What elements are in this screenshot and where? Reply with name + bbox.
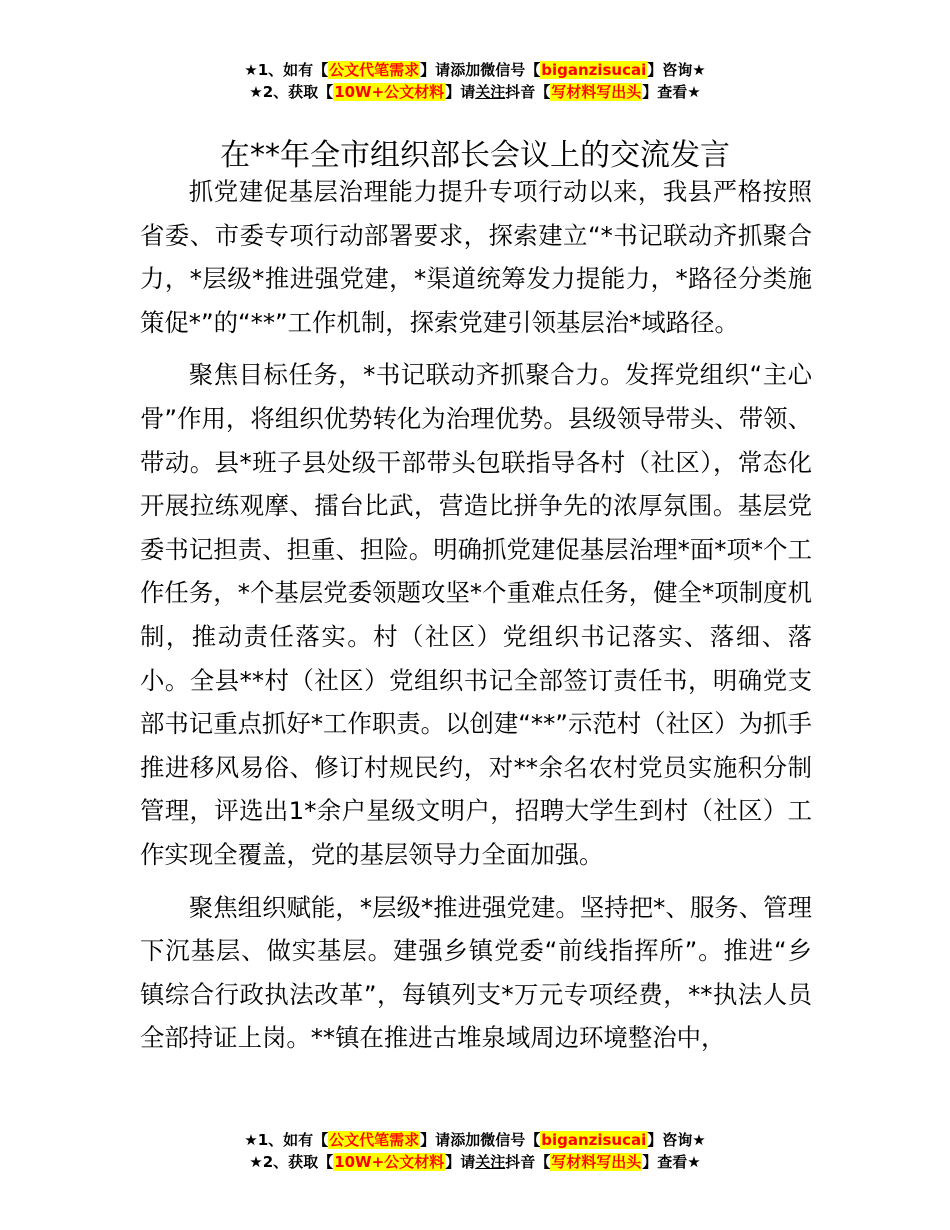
body-paragraph: 聚焦目标任务，*书记联动齐抓聚合力。发挥党组织“主心骨”作用，将组织优势转化为治理优势。县级领导带头、带领、带动。县*班子县处级干部带头包联指导各村（社区），常态化开展拉练观摩、擂台比武，营造比拼争先的浓厚氛围。基层党委书记担责、担重、担险。明确抓党建促基层治理*面*项*个工作任务，*个基层党委领题攻坚*个重难点任务，健全*项制度机制，推动责任落实。村（社区）党组织书记落实、落细、落小。全县**村（社区）党组织书记全部签订责任书，明确党支部书记重点抓好*工作职责。以创建“**”示范村（社区）为抓手推进移风易俗、修订村规民约，对**余名农村党员实施积分制管理，评选出1*余户星级文明户，招聘大学生到村（社区）工作实现全覆盖，党的基层领导力全面加强。 — [140, 360, 812, 869]
promo-text: ★2、获取【 — [249, 1153, 334, 1171]
promo-line-1 — [0, 59, 950, 81]
promo-banner-top — [0, 59, 950, 103]
promo-text: 】查看★ — [642, 1153, 701, 1171]
promo-highlight: biganzisucai — [541, 61, 647, 79]
promo-emphasis: 关注 — [475, 83, 506, 101]
promo-emphasis: 添加 — [450, 1131, 481, 1149]
promo-text: ★1、如有【 — [244, 1131, 329, 1149]
promo-emphasis: 添加 — [450, 61, 481, 79]
promo-text: 抖音【 — [505, 1153, 551, 1171]
promo-highlight: 10W+公文材料 — [334, 83, 445, 101]
promo-text: 】请 — [420, 61, 451, 79]
promo-text: 微信号【 — [480, 1131, 541, 1149]
promo-text: 】咨询★ — [647, 61, 706, 79]
promo-text: ★2、获取【 — [249, 83, 334, 101]
promo-text: 】请 — [420, 1131, 451, 1149]
document-title: 在**年全市组织部长会议上的交流发言 — [220, 138, 730, 174]
promo-highlight: 10W+公文材料 — [334, 1153, 445, 1171]
body-paragraph: 抓党建促基层治理能力提升专项行动以来，我县严格按照省委、市委专项行动部署要求，探索建立“*书记联动齐抓聚合力，*层级*推进强党建，*渠道统筹发力提能力，*路径分类施策促*”的“**”工作机制，探索党建引领基层治*域路径。 — [140, 177, 812, 337]
promo-highlight: biganzisucai — [541, 1131, 647, 1149]
promo-text: 】请 — [445, 83, 476, 101]
promo-emphasis: 关注 — [475, 1153, 506, 1171]
promo-text: ★1、如有【 — [244, 61, 329, 79]
promo-line-2 — [0, 1151, 950, 1173]
promo-text: 】请 — [445, 1153, 476, 1171]
promo-text: 】查看★ — [642, 83, 701, 101]
body-paragraph: 聚焦组织赋能，*层级*推进强党建。坚持把*、服务、管理下沉基层、做实基层。建强乡镇党委“前线指挥所”。推进“乡镇综合行政执法改革”，每镇列支*万元专项经费，**执法人员全部持证上岗。**镇在推进古堆泉域周边环境整治中， — [140, 892, 812, 1053]
promo-text: 微信号【 — [480, 61, 541, 79]
promo-line-1 — [0, 1129, 950, 1151]
document-body — [140, 170, 812, 1069]
promo-highlight: 写材料写出头 — [551, 1153, 642, 1171]
promo-highlight: 公文代笔需求 — [329, 1131, 420, 1149]
promo-text: 抖音【 — [505, 83, 551, 101]
promo-highlight: 公文代笔需求 — [329, 61, 420, 79]
promo-text: 】咨询★ — [647, 1131, 706, 1149]
promo-banner-bottom — [0, 1129, 950, 1173]
promo-highlight: 写材料写出头 — [551, 83, 642, 101]
promo-line-2 — [0, 81, 950, 103]
